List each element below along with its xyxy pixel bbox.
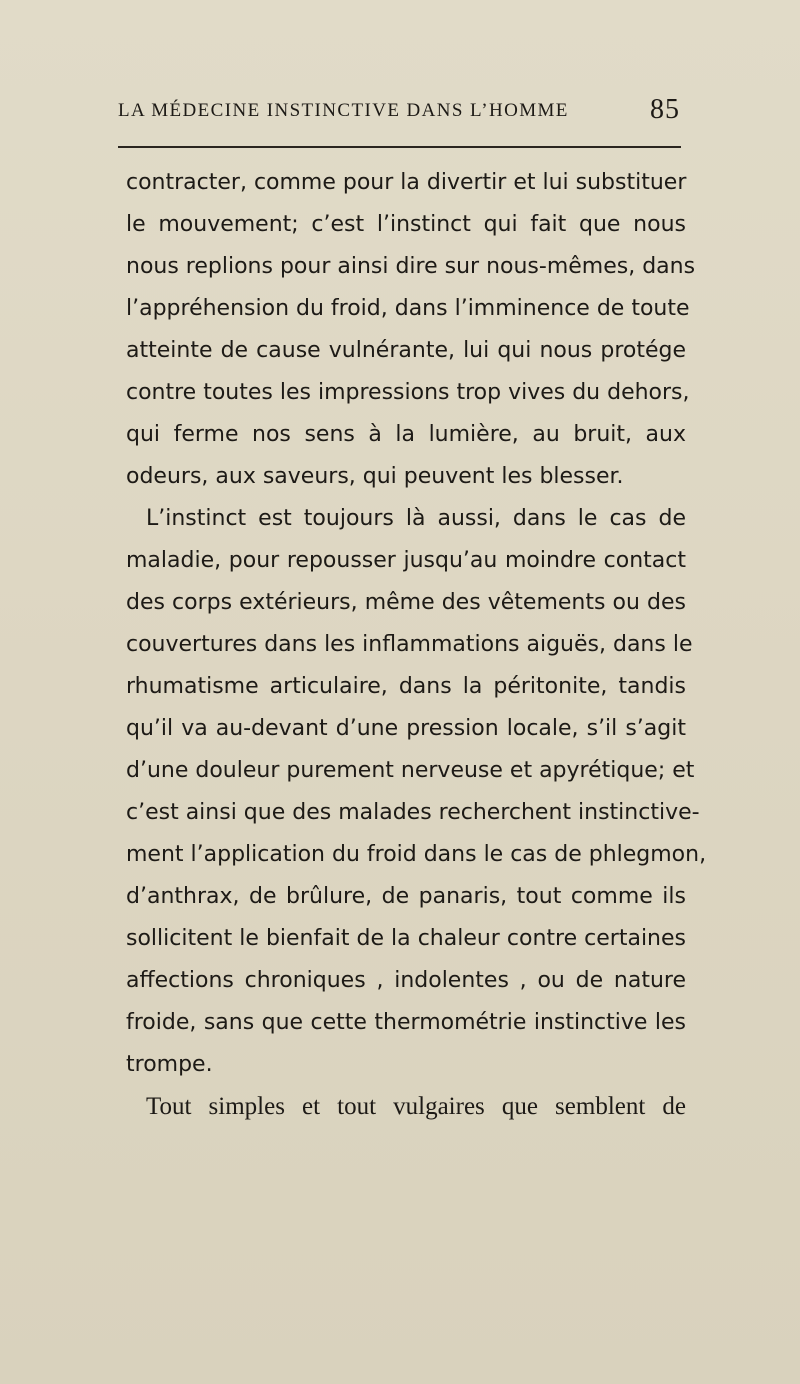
- running-title: LA MÉDECINE INSTINCTIVE DANS L’HOMME: [118, 100, 569, 121]
- text-line: des corps extérieurs, même des vêtements ou des: [126, 590, 686, 615]
- text-line: le mouvement; c’est l’instinct qui fait que nous: [126, 212, 686, 237]
- running-head: [118, 94, 688, 128]
- page-number: 85: [650, 94, 680, 125]
- text-line: qui ferme nos sens à la lumière, au bruit, aux: [126, 422, 686, 447]
- text-line: atteinte de cause vulnérante, lui qui nous protége: [126, 338, 686, 363]
- text-line: l’appréhension du froid, dans l’imminence de toute: [126, 296, 690, 321]
- text-line: d’une douleur purement nerveuse et apyrétique; et: [126, 758, 695, 783]
- text-line: ment l’application du froid dans le cas de phlegmon,: [126, 842, 707, 867]
- text-line: affections chroniques , indolentes , ou de nature: [126, 968, 686, 993]
- text-line: trompe.: [126, 1052, 213, 1077]
- text-line: maladie, pour repousser jusqu’au moindre contact: [126, 548, 686, 573]
- text-line: L’instinct est toujours là aussi, dans le cas de: [146, 506, 686, 531]
- text-line: d’anthrax, de brûlure, de panaris, tout comme ils: [126, 884, 686, 909]
- text-line: contracter, comme pour la divertir et lui substituer: [126, 170, 687, 195]
- text-line: odeurs, aux saveurs, qui peuvent les blesser.: [126, 464, 624, 489]
- text-line: froide, sans que cette thermométrie instinctive les: [126, 1010, 686, 1035]
- text-line: c’est ainsi que des malades recherchent instinctive-: [126, 800, 700, 825]
- header-rule: [118, 146, 681, 148]
- text-line: couvertures dans les inflammations aiguës, dans le: [126, 632, 693, 657]
- text-line: nous replions pour ainsi dire sur nous-mêmes, dans: [126, 254, 696, 279]
- text-line: Tout simples et tout vulgaires que semblent de: [146, 1093, 686, 1120]
- text-line: sollicitent le bienfait de la chaleur contre certaines: [126, 926, 686, 951]
- text-line: rhumatisme articulaire, dans la péritonite, tandis: [126, 674, 686, 699]
- text-line: contre toutes les impressions trop vives du dehors,: [126, 380, 690, 405]
- text-line: qu’il va au-devant d’une pression locale, s’il s’agit: [126, 716, 686, 741]
